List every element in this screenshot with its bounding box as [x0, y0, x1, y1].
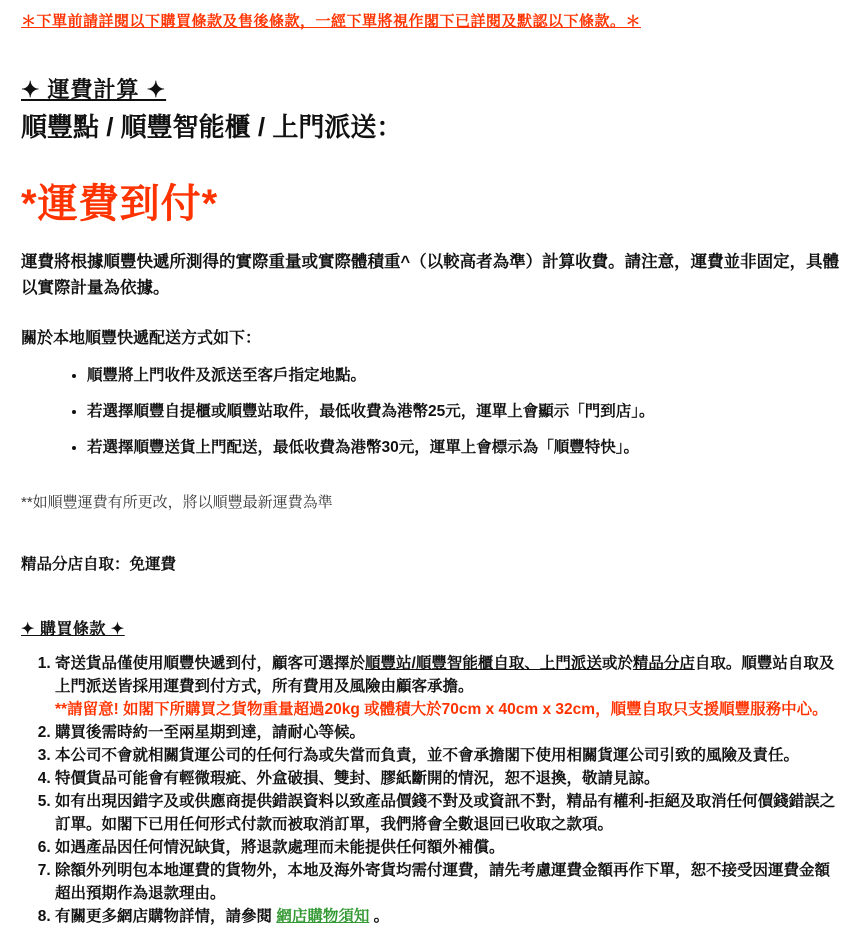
term-item-7: 7. 除額外列明包本地運費的貨物外，本地及海外寄貨均需付運費，請先考慮運費金額再作下單，恕不接受因運費金額超出預期作為退款理由。 [55, 859, 841, 905]
purchase-terms-section [21, 616, 841, 928]
term-item-6: 6. 如遇產品因任何情況缺貨，將退款處理而未能提供任何額外補償。 [55, 836, 841, 859]
term-item-8 [55, 905, 841, 928]
term-1-text: 寄送貨品僅使用順豐快遞到付，顧客可選擇於 [55, 655, 366, 672]
shipping-section [21, 73, 841, 574]
term-item-4: 4. 特價貨品可能會有輕微瑕疵、外盒破損、雙封、膠紙斷開的情況，恕不退換，敬請見諒。 [55, 767, 841, 790]
term-item-5: 5. 如有出現因錯字及或供應商提供錯誤資料以致產品價錢不對及或資訊不對，精品有權利-拒絕及取消任何價錢錯誤之訂單。如閣下已用任何形式付款而被取消訂單，我們將會全數退回已收取之款項。 [55, 790, 841, 836]
delivery-methods-list [21, 365, 841, 458]
term-8-text: 。 [369, 908, 390, 925]
term-1-text: 自取。順豐站自取及上門派送皆採用運費到付方式，所有費用及風險由顧客承擔。 [55, 655, 835, 695]
list-item: • 若選擇順豐送貨上門配送，最低收費為港幣30元，運單上會標示為「順豐特快」。 [87, 437, 841, 458]
weight-limit-warning: **請留意! 如閣下所購買之貨物重量超過20kg 或體積大於70cm x 40cm x 32cm，順豐自取只支援順豐服務中心。 [55, 701, 828, 718]
delivery-methods-subheading: 順豐點 / 順豐智能櫃 / 上門派送： [21, 112, 403, 142]
term-1-underlined-options: 順豐站/順豐智能櫃自取、上門派送 [365, 655, 602, 672]
term-1-text: 或於 [601, 655, 633, 672]
top-purchase-notice: ＊下單前請詳閱以下購買條款及售後條款，一經下單將視作閣下已詳閱及默認以下條款。＊ [21, 13, 642, 30]
term-item-1 [55, 652, 841, 721]
purchase-terms-heading: ✦ 購買條款 ✦ [21, 621, 125, 638]
term-8-text: 有關更多網店購物詳情，請參閱 [55, 908, 277, 925]
shop-guide-link[interactable]: 網店購物須知 [276, 908, 370, 925]
fee-change-note: **如順豐運費有所更改，將以順豐最新運費為準 [21, 494, 333, 511]
term-item-2: 2. 購買後需時約一至兩星期到達，請耐心等候。 [55, 721, 841, 744]
term-item-3: 3. 本公司不會就相關貨運公司的任何行為或失當而負責，並不會承擔閣下使用相關貨運公司引致的風險及責任。 [55, 744, 841, 767]
list-item: • 順豐將上門收件及派送至客戶指定地點。 [87, 365, 841, 386]
freight-collect-banner: *運費到付* [21, 182, 219, 226]
shipping-fee-intro: 運費將根據順豐快遞所測得的實際重量或實際體積重^（以較高者為準）計算收費。請注意，運費並非固定，具體以實際計量為依據。 [21, 253, 840, 297]
shipping-calc-heading: ✦ 運費計算 ✦ [21, 77, 167, 102]
delivery-methods-intro: 關於本地順豐快遞配送方式如下： [21, 330, 262, 347]
purchase-terms-list [21, 652, 841, 928]
term-1-underlined-store: 精品分店 [632, 655, 695, 672]
store-pickup-note: 精品分店自取：免運費 [21, 556, 177, 573]
list-item: • 若選擇順豐自提櫃或順豐站取件，最低收費為港幣25元，運單上會顯示「門到店」。 [87, 401, 841, 422]
